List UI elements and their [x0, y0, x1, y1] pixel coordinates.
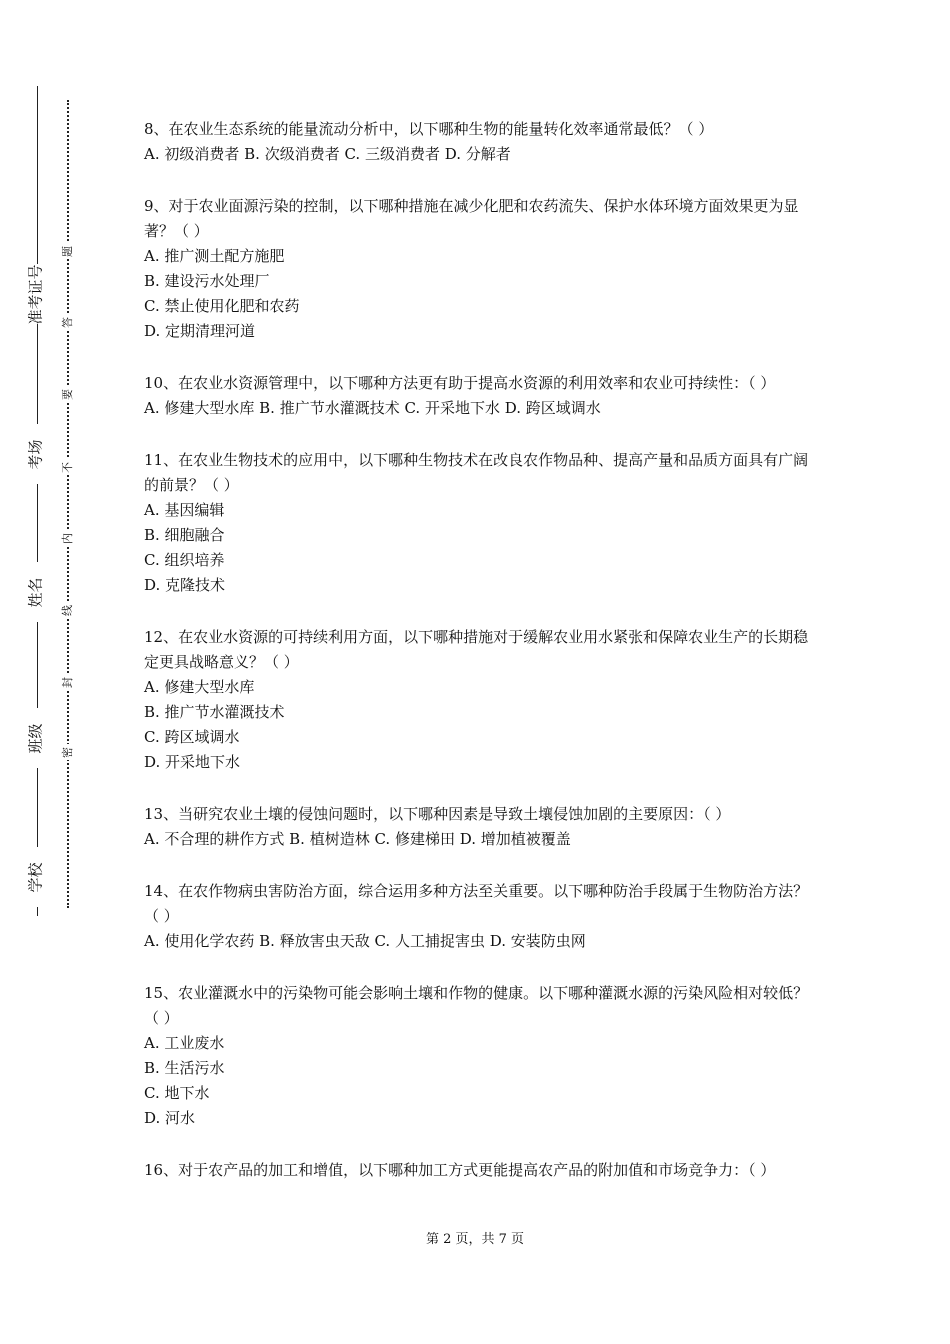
- option-a: A. 基因编辑: [144, 501, 225, 519]
- option-b: B. 建设污水处理厂: [144, 272, 270, 290]
- question-8: [144, 117, 812, 167]
- question-options: A. 使用化学农药 B. 释放害虫天敌 C. 人工捕捉害虫 D. 安装防虫网: [144, 932, 586, 950]
- option-d: D. 克隆技术: [144, 576, 226, 594]
- question-12: [144, 625, 812, 775]
- option-c: C. 跨区域调水: [144, 728, 240, 746]
- seal-char: 密: [59, 744, 75, 760]
- question-16: [144, 1158, 812, 1183]
- seal-dotted-line: [67, 100, 69, 908]
- question-13: [144, 802, 812, 852]
- question-stem: 12、在农业水资源的可持续利用方面，以下哪种措施对于缓解农业用水紧张和保障农业生产的长期稳定更具战略意义？（ ）: [144, 628, 809, 671]
- question-10: [144, 371, 812, 421]
- seal-char: 封: [59, 674, 75, 690]
- option-a: A. 工业废水: [144, 1034, 225, 1052]
- question-stem: 16、对于农产品的加工和增值，以下哪种加工方式更能提高农产品的附加值和市场竞争力：（ ）: [144, 1161, 776, 1179]
- question-options: A. 修建大型水库 B. 推广节水灌溉技术 C. 开采地下水 D. 跨区域调水: [144, 399, 601, 417]
- question-stem: 9、对于农业面源污染的控制，以下哪种措施在减少化肥和农药流失、保护水体环境方面效果更为显著？（ ）: [144, 197, 799, 240]
- field-exam-room-label: 考场: [22, 424, 50, 484]
- question-15: [144, 981, 812, 1131]
- option-b: B. 生活污水: [144, 1059, 225, 1077]
- option-b: B. 细胞融合: [144, 526, 225, 544]
- question-stem: 10、在农业水资源管理中，以下哪种方法更有助于提高水资源的利用效率和农业可持续性：（ ）: [144, 374, 776, 392]
- seal-char: 题: [59, 243, 75, 259]
- question-list: [144, 117, 812, 1210]
- option-a: A. 推广测土配方施肥: [144, 247, 285, 265]
- question-stem: 11、在农业生物技术的应用中，以下哪种生物技术在改良农作物品种、提高产量和品质方面具有广阔的前景？（ ）: [144, 451, 809, 494]
- seal-char: 线: [59, 602, 75, 618]
- option-a: A. 修建大型水库: [144, 678, 255, 696]
- question-14: [144, 879, 812, 954]
- question-stem: 15、农业灌溉水中的污染物可能会影响土壤和作物的健康。以下哪种灌溉水源的污染风险相对较低？（ ）: [144, 984, 809, 1027]
- question-9: [144, 194, 812, 344]
- seal-char: 内: [59, 530, 75, 546]
- seal-char: 答: [59, 314, 75, 330]
- question-stem: 8、在农业生态系统的能量流动分析中，以下哪种生物的能量转化效率通常最低？（ ）: [144, 120, 714, 138]
- question-stem: 14、在农作物病虫害防治方面，综合运用多种方法至关重要。以下哪种防治手段属于生物防治方法？（ ）: [144, 882, 809, 925]
- option-c: C. 组织培养: [144, 551, 225, 569]
- option-d: D. 开采地下水: [144, 753, 241, 771]
- option-c: C. 禁止使用化肥和农药: [144, 297, 300, 315]
- option-d: D. 河水: [144, 1109, 196, 1127]
- option-d: D. 定期清理河道: [144, 322, 256, 340]
- field-school-label: 学校: [22, 847, 50, 907]
- field-name-label: 姓名: [22, 562, 50, 622]
- binding-margin: [0, 0, 100, 1344]
- question-stem: 13、当研究农业土壤的侵蚀问题时，以下哪种因素是导致土壤侵蚀加剧的主要原因：（ ）: [144, 805, 731, 823]
- seal-char: 要: [59, 386, 75, 402]
- option-c: C. 地下水: [144, 1084, 210, 1102]
- field-admission-number-label: 准考证号: [22, 264, 50, 324]
- seal-char: 不: [59, 459, 75, 475]
- field-class-label: 班级: [22, 708, 50, 768]
- question-options: A. 初级消费者 B. 次级消费者 C. 三级消费者 D. 分解者: [144, 145, 511, 163]
- binding-solid-line: [37, 86, 38, 916]
- question-11: [144, 448, 812, 598]
- page-footer: 第 2 页，共 7 页: [425, 1232, 525, 1247]
- question-options: A. 不合理的耕作方式 B. 植树造林 C. 修建梯田 D. 增加植被覆盖: [144, 830, 571, 848]
- option-b: B. 推广节水灌溉技术: [144, 703, 285, 721]
